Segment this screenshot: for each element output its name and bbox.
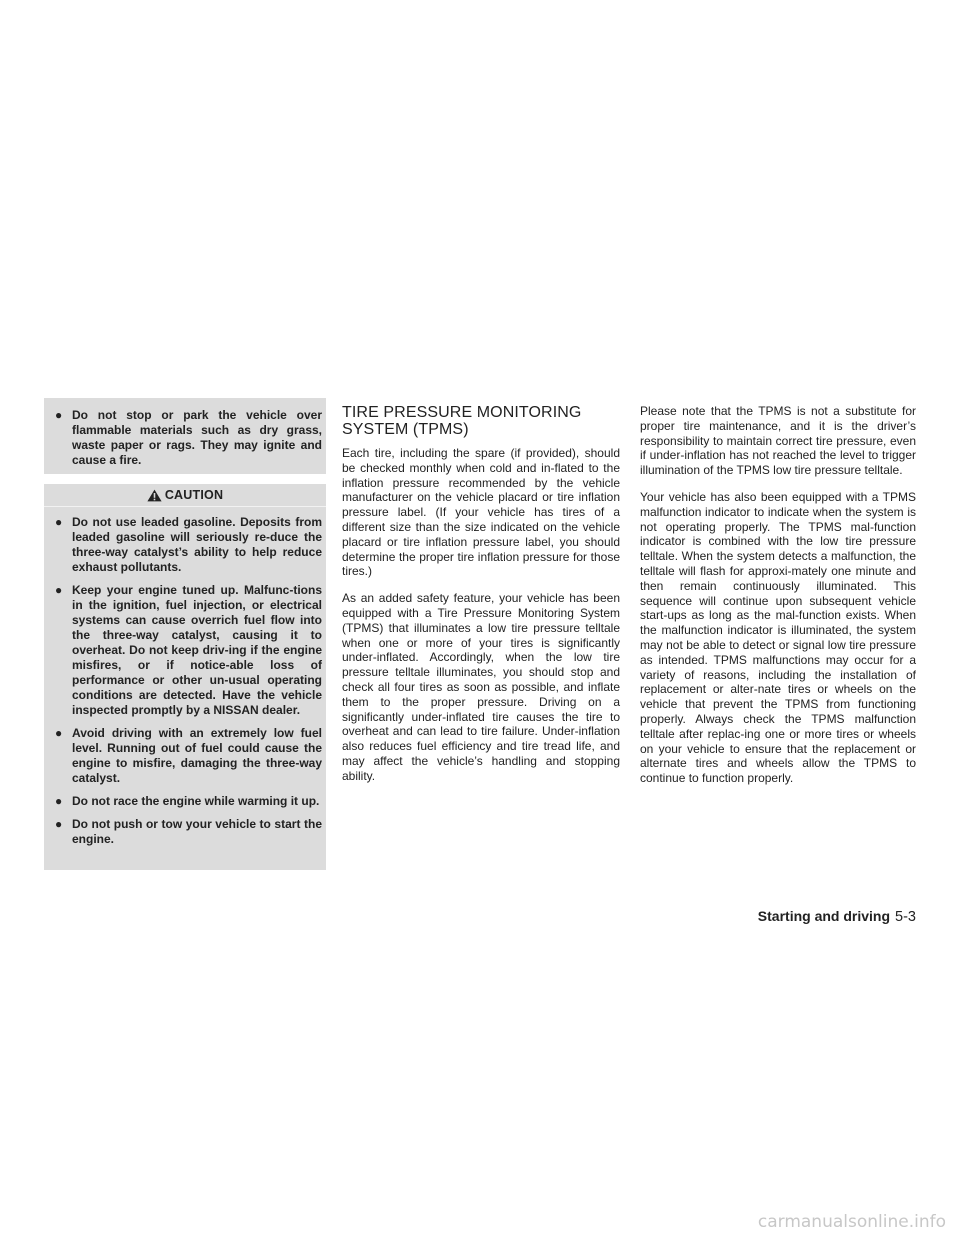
page-number: 5-3 [895, 909, 916, 925]
warning-box [44, 398, 326, 474]
bullet-icon: ● [55, 726, 63, 740]
warning-triangle-icon [147, 489, 162, 502]
tpms-section [342, 404, 620, 784]
body-paragraph: Each tire, including the spare (if provided), should be checked monthly when cold and in-flated to the inflation pressure recommended by the vehicle manufacturer on the vehicle placard or tire inflation pressure label. (If your vehicle has tires of a different size than the size indicated on the vehicle placard or tire inflation pressure label, you should determine the proper tire inflation pressure for those tires.) [342, 446, 620, 579]
body-paragraph: As an added safety feature, your vehicle has been equipped with a Tire Pressure Monitoring System (TPMS) that illuminates a low tire pressure telltale when one or more of your tires is significantly under-inflated. Accordingly, when the low tire pressure telltale illuminates, you should stop and check all four tires as soon as possible, and inflate them to the proper pressure. Driving on a significantly under-inflated tire causes the tire to overheat and can lead to tire failure. Under-inflation also reduces fuel efficiency and tire tread life, and may affect the vehicle’s handling and stopping ability. [342, 591, 620, 783]
caution-title: CAUTION [164, 488, 224, 502]
caution-item [52, 726, 322, 786]
caution-item-text: Avoid driving with an extremely low fuel level. Running out of fuel could cause the engine to misfire, damaging the three-way catalyst. [72, 726, 322, 785]
footer-section-name: Starting and driving [757, 908, 891, 924]
warning-item-text: Do not stop or park the vehicle over flammable materials such as dry grass, waste paper or rags. They may ignite and cause a fire. [72, 408, 322, 467]
section-title: TIRE PRESSURE MONITORING SYSTEM (TPMS) [342, 404, 582, 438]
warning-item [52, 398, 322, 468]
bullet-icon: ● [55, 515, 63, 529]
bullet-icon: ● [55, 794, 63, 808]
caution-item [52, 583, 322, 718]
caution-header [44, 484, 326, 507]
caution-box [44, 484, 326, 870]
caution-item-text: Do not race the engine while warming it up. [72, 794, 320, 808]
caution-item [52, 515, 322, 575]
tpms-section-continued [640, 404, 916, 786]
watermark: carmanualsonline.info [757, 1212, 946, 1232]
caution-item-text: Do not use leaded gasoline. Deposits from leaded gasoline will seriously re-duce the three-way catalyst’s ability to help reduce exhaust pollutants. [72, 515, 322, 574]
page-footer [730, 908, 916, 925]
bullet-icon: ● [55, 408, 63, 422]
caution-item [52, 794, 322, 809]
bullet-icon: ● [55, 583, 63, 597]
caution-item [52, 817, 322, 847]
caution-item-text: Keep your engine tuned up. Malfunc-tions in the ignition, fuel injection, or electrical systems can cause overrich fuel flow into the three-way catalyst, causing it to overheat. Do not keep driv-ing if the engine misfires, or if notice-able loss of performance or other un-usual operating conditions are detected. Have the vehicle inspected promptly by a NISSAN dealer. [72, 583, 322, 717]
bullet-icon: ● [55, 817, 63, 831]
body-paragraph: Your vehicle has also been equipped with a TPMS malfunction indicator to indicate when the system is not operating properly. The TPMS mal-function indicator is combined with the low tire pressure telltale. When the system detects a malfunction, the telltale will flash for approxi-mately one minute and then remain continuously illuminated. This sequence will continue upon subsequent vehicle start-ups as long as the mal-function exists. When the malfunction indicator is illuminated, the system may not be able to detect or signal low tire pressure as intended. TPMS malfunctions may occur for a variety of reasons, including the installation of replacement or alter-nate tires or wheels on the vehicle that prevent the TPMS from functioning properly. Always check the TPMS malfunction telltale after replac-ing one or more tires or wheels on your vehicle to ensure that the replacement or alternate tires and wheels allow the TPMS to continue to function properly. [640, 489, 916, 786]
caution-item-text: Do not push or tow your vehicle to start the engine. [72, 817, 322, 846]
body-paragraph: Please note that the TPMS is not a substitute for proper tire maintenance, and it is the driver’s responsibility to maintain correct tire pressure, even if under-inflation has not reached the level to trigger illumination of the TPMS low tire pressure telltale. [640, 404, 916, 478]
